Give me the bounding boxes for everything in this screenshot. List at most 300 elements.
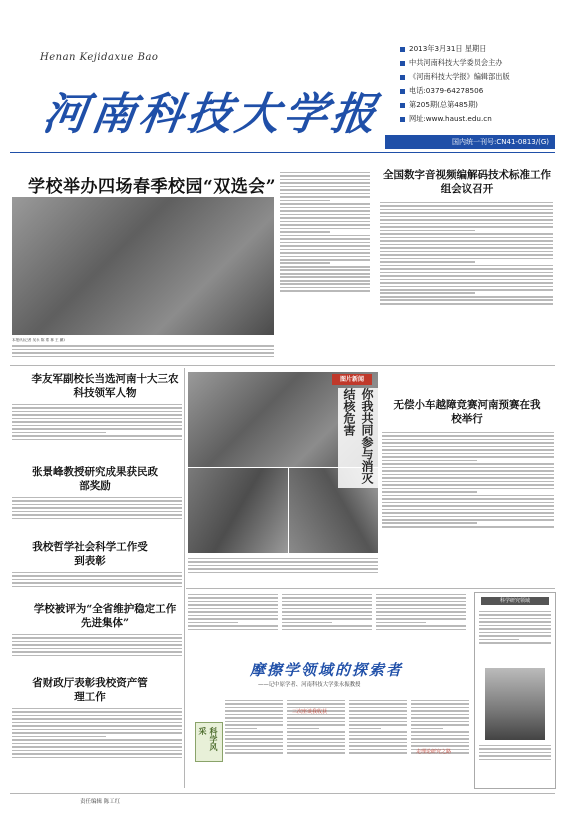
text-line [280,242,370,244]
text-line [349,707,407,709]
text-line [380,205,553,207]
text-line [376,597,466,599]
text-line [12,753,182,755]
text-line [12,404,182,406]
text-line [411,703,469,705]
left-story-1-headline: 李友军副校长当选河南十大三农科技领军人物 [31,373,179,399]
text-line [376,622,426,624]
text-line [411,742,469,744]
text-line [411,721,469,723]
feature-body-col-1 [225,698,283,788]
text-line [280,196,370,198]
text-line [282,622,332,624]
text-line [188,568,378,570]
text-line [349,745,407,747]
text-line [287,717,345,719]
feature-body-top-right [376,592,466,652]
text-line [280,210,370,212]
text-line [280,276,370,278]
text-line [380,223,553,225]
text-line [280,221,370,223]
text-line [12,421,182,423]
text-line [188,629,278,631]
text-line [282,604,372,606]
text-line [225,745,283,747]
text-line [280,182,370,184]
text-line [280,228,370,230]
text-line [411,724,469,726]
text-line [188,561,378,563]
bullet-icon [400,61,405,66]
left-story-3-headline: 我校哲学社会科学工作受到表彰 [32,541,148,567]
text-line [479,621,551,623]
text-line [12,439,182,441]
text-line [382,432,554,434]
text-line [12,644,182,646]
text-line [280,266,370,268]
bullet-icon [400,117,405,122]
text-line [12,414,182,416]
text-line [382,519,554,521]
left-story-5-headline: 省财政厅表彰我校资产管理工作 [32,677,148,703]
text-line [380,279,553,281]
text-line [479,628,551,630]
text-line [380,209,553,211]
text-line [411,700,469,702]
text-line [280,193,370,195]
photo-news-caption [188,556,378,586]
text-line [188,611,278,613]
text-line [287,752,345,754]
text-line [382,502,554,504]
section-badge-label: 科学风采 [198,727,219,751]
issn-text: 国内统一刊号:CN41-0813/(G) [452,138,549,146]
text-line [382,474,554,476]
text-line [12,345,274,347]
text-line [12,425,182,427]
text-line [380,258,553,260]
text-line [380,268,553,270]
text-line [349,703,407,705]
text-line [380,296,553,298]
text-line [280,252,370,254]
text-line [380,251,553,253]
text-line [225,714,283,716]
text-line [282,618,372,620]
text-line [12,572,182,574]
text-line [479,755,551,757]
text-line [376,608,466,610]
text-line [380,265,553,267]
text-line [380,237,553,239]
bullet-icon [400,75,405,80]
text-line [280,175,370,177]
text-line [411,714,469,716]
text-line [287,749,345,751]
text-line [287,735,345,737]
text-line [380,286,553,288]
text-line [280,235,370,237]
text-line [382,512,554,514]
text-line [225,717,283,719]
text-line [380,299,553,301]
text-line [380,247,553,249]
text-line [225,738,283,740]
text-line [12,582,182,584]
text-line [411,731,469,733]
text-line [188,565,378,567]
profile-label: 科学研究领域 [481,597,549,605]
text-line [287,724,345,726]
text-line [349,728,381,730]
text-line [188,618,278,620]
text-line [382,442,554,444]
text-line [382,495,554,497]
left-story-2-body [12,495,182,535]
right-mid-body [382,430,554,585]
text-line [287,738,345,740]
issn-bar [385,135,555,149]
text-line [382,463,554,465]
text-line [349,731,407,733]
info-sponsor: 中共河南科技大学委员会主办 [400,58,555,72]
text-line [479,635,551,637]
lead-byline: 本报讯(记者 吴永 陈 郑 林 王 鹏) [12,338,65,342]
text-line [380,244,553,246]
text-line [12,418,182,420]
text-line [287,703,345,705]
text-line [479,618,551,620]
text-line [280,217,370,219]
text-line [382,439,554,441]
text-line [282,625,372,627]
text-line [376,594,466,596]
text-line [382,491,477,493]
text-line [479,748,551,750]
text-line [382,477,554,479]
side-top-headline: 全国数字音视频编解码技术标准工作组会议召开 [383,169,551,195]
text-line [380,233,553,235]
text-line [380,202,553,204]
text-line [280,273,370,275]
left-story-4-headline: 学校被评为“全省维护稳定工作先进集体” [33,603,177,629]
text-line [282,608,372,610]
text-line [376,625,466,627]
info-publisher: 《河南科技大学报》编辑部出版 [400,72,555,86]
text-line [411,710,469,712]
text-line [12,507,182,509]
text-line [382,509,554,511]
text-line [12,518,182,520]
text-line [12,497,182,499]
footer-divider [10,793,555,794]
text-line [411,728,443,730]
text-line [280,207,370,209]
text-line [188,604,278,606]
text-line [225,710,283,712]
text-line [225,749,283,751]
text-line [12,514,182,516]
text-line [380,216,553,218]
text-line [382,446,554,448]
text-line [382,460,477,462]
text-line [382,526,554,528]
feature-subhead-2: 走理论研究之路 [416,749,452,755]
text-line [479,611,551,613]
text-line [280,238,370,240]
masthead-divider [10,152,555,153]
left-story-1-body [12,402,182,462]
text-line [12,575,182,577]
text-line [280,189,370,191]
text-line [12,435,182,437]
text-line [188,615,278,617]
text-line [382,456,554,458]
text-line [349,710,407,712]
text-line [12,349,274,351]
text-line [280,259,370,261]
feature-subhead-1: 三次座谈我收获 [292,709,328,715]
text-line [12,711,182,713]
text-line [282,611,372,613]
text-line [411,717,469,719]
text-line [380,212,553,214]
text-line [225,721,283,723]
text-line [225,703,283,705]
text-line [12,579,182,581]
text-line [382,467,554,469]
text-line [376,601,466,603]
text-line [282,594,372,596]
text-line [376,611,466,613]
text-line [12,651,182,653]
left-column-divider [184,368,185,788]
text-line [225,707,283,709]
text-line [12,757,182,759]
text-line [349,749,407,751]
text-line [349,700,407,702]
text-line [12,729,182,731]
text-line [376,629,466,631]
text-line [479,614,551,616]
text-line [287,731,345,733]
text-line [225,742,283,744]
text-line [349,714,407,716]
text-line [287,745,345,747]
info-phone: 电话:0379-64278506 [400,86,555,100]
text-line [287,742,345,744]
text-line [479,625,551,627]
bullet-icon [400,89,405,94]
info-issue: 第205期(总第485期) [400,100,555,114]
lead-headline: 学校举办四场春季校园“双选会” [28,177,277,197]
text-line [479,632,551,634]
text-line [12,428,182,430]
text-line [12,655,182,657]
masthead-info [400,44,555,128]
text-line [382,522,477,524]
text-line [411,707,469,709]
text-line [12,637,182,639]
bullet-icon [400,47,405,52]
left-story-3-body [12,570,182,600]
text-line [380,230,475,232]
profile-body [479,609,551,664]
text-line [287,721,345,723]
text-line [380,282,553,284]
text-line [12,725,182,727]
text-line [380,240,553,242]
photo-news-banner: 你我共同参与消灭结核危害 [342,388,374,484]
text-line [280,262,330,264]
photo-news-tag [332,374,372,385]
profile-caption [479,743,551,773]
text-line [479,759,551,761]
text-line [282,615,372,617]
feature-body-col-3 [349,698,407,788]
text-line [380,261,475,263]
feature-title-band [188,656,470,694]
left-story-2-headline: 张景峰教授研究成果获民政部奖励 [32,466,158,492]
text-line [225,724,283,726]
text-line [12,411,182,413]
photo-news-banner-box [338,388,378,488]
text-line [376,604,466,606]
text-line [188,622,238,624]
text-line [411,745,469,747]
text-line [380,219,553,221]
text-line [12,722,182,724]
text-line [382,470,554,472]
info-website: 网址:www.haust.edu.cn [400,114,555,128]
text-line [349,721,407,723]
text-line [12,708,182,710]
text-line [280,200,330,202]
feature-divider [186,588,555,589]
text-line [188,601,278,603]
text-line [479,642,551,644]
text-line [280,245,370,247]
text-line [12,432,106,434]
masthead-pinyin: Henan Kejidaxue Bao [40,52,159,63]
text-line [479,639,519,641]
side-top-body [380,200,553,365]
text-line [188,608,278,610]
text-line [12,718,182,720]
text-line [12,739,182,741]
photo-news-tag-text: 图片新闻 [339,376,364,383]
text-line [380,275,553,277]
text-line [380,292,475,294]
feature-title: 摩擦学领域的探索者 [250,661,404,679]
lead-photo [12,197,274,335]
text-line [280,269,370,271]
text-line [349,738,407,740]
text-line [382,488,554,490]
feature-body-top-mid [282,592,372,652]
text-line [12,500,182,502]
text-line [12,736,106,738]
text-line [12,648,182,650]
text-line [382,481,554,483]
text-line [411,738,469,740]
text-line [282,597,372,599]
feature-subtitle: ——记中原学者、河南科技大学张永振教授 [258,682,361,688]
text-line [225,700,283,702]
text-line [282,629,372,631]
text-line [188,572,378,574]
text-line [280,186,370,188]
text-line [188,597,278,599]
text-line [225,735,283,737]
text-line [188,594,278,596]
text-line [12,750,182,752]
text-line [12,511,182,513]
text-line [280,283,370,285]
text-line [376,615,466,617]
text-line [280,224,370,226]
text-line [280,256,370,258]
text-line [380,272,553,274]
right-mid-headline: 无偿小车越障竞赛河南预赛在我校举行 [393,399,541,425]
text-line [12,407,182,409]
text-line [287,728,319,730]
text-line [225,731,283,733]
text-line [382,505,554,507]
text-line [380,303,553,305]
text-line [380,226,553,228]
text-line [280,249,370,251]
text-line [12,586,182,588]
text-line [411,735,469,737]
text-line [349,735,407,737]
text-line [12,746,182,748]
text-line [12,743,182,745]
text-line [382,435,554,437]
text-line [188,625,278,627]
text-line [479,752,551,754]
text-line [382,453,554,455]
text-line [280,287,370,289]
text-line [479,745,551,747]
text-line [349,742,407,744]
lead-caption [12,338,274,360]
left-story-4-body [12,632,182,672]
text-line [280,172,370,174]
text-line [225,752,283,754]
text-line [12,634,182,636]
text-line [12,352,274,354]
text-line [280,231,330,233]
lead-body [280,170,370,360]
text-line [287,700,345,702]
footer-editor: 责任编辑 陈工红 [80,799,121,805]
text-line [380,254,553,256]
info-date: 2013年3月31日 星期日 [400,44,555,58]
text-line [188,558,378,560]
text-line [12,504,182,506]
text-line [349,724,407,726]
text-line [280,179,370,181]
text-line [12,715,182,717]
section-divider [10,365,555,366]
text-line [376,618,466,620]
text-line [349,752,407,754]
text-line [225,728,257,730]
text-line [12,641,182,643]
feature-body-top-left [188,592,278,652]
masthead [10,10,555,160]
